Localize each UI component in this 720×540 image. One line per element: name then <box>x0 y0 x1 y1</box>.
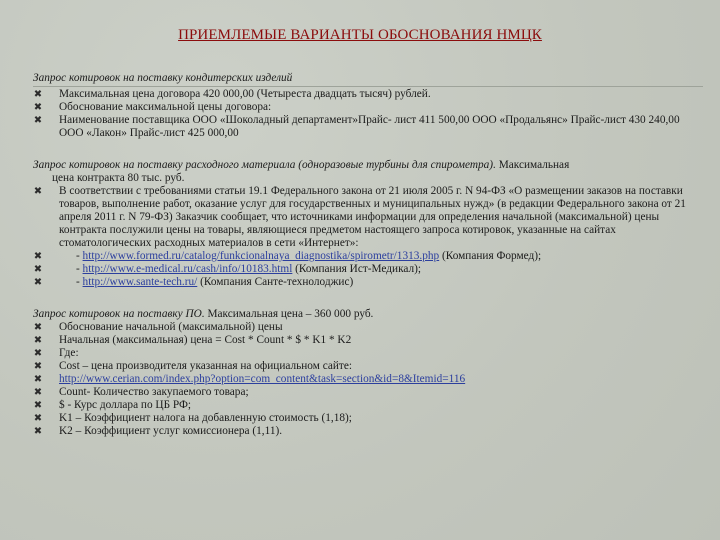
list-item: ✖ K2 – Коэффициент услуг комиссионера (1,11). <box>33 425 283 437</box>
x-bullet-icon: ✖ <box>33 400 43 411</box>
list-item: ✖ Где: <box>33 347 79 359</box>
x-bullet-icon: ✖ <box>33 361 43 372</box>
x-bullet-icon: ✖ <box>33 115 43 126</box>
x-bullet-icon: ✖ <box>33 387 43 398</box>
section-software <box>33 308 703 438</box>
list-item: ✖ Обоснование начальной (максимальной) цены <box>33 321 283 333</box>
list-item: ✖ $ - Курс доллара по ЦБ РФ; <box>33 399 192 411</box>
x-bullet-icon: ✖ <box>33 348 43 359</box>
x-bullet-icon: ✖ <box>33 251 43 262</box>
list-item: ✖ - http://www.e-medical.ru/cash/info/10183.html (Компания Ист-Медикал); <box>33 263 422 275</box>
x-bullet-icon: ✖ <box>33 89 43 100</box>
section-heading-line2: цена контракта 80 тыс. руб. <box>52 172 185 184</box>
list-item <box>33 373 703 386</box>
x-bullet-icon: ✖ <box>33 102 43 113</box>
separator-line <box>33 86 703 87</box>
list-item: ✖ Обоснование максимальной цены договора: <box>33 101 272 113</box>
x-bullet-icon: ✖ <box>33 374 43 385</box>
list-item: ✖ Максимальная цена договора 420 000,00 (Четыреста двадцать тысяч) рублей. <box>33 88 431 100</box>
x-bullet-icon: ✖ <box>33 413 43 424</box>
list-item: ✖ Наименование поставщика ООО «Шоколадный департамент»Прайс- лист 411 500,00 ООО «Продальянс» Прайс-лист 430 240,00 ООО «Лакон» Прайс-лист 425 000,00 <box>33 114 680 139</box>
section-heading: Запрос котировок на поставку расходного материала (одноразовые турбины для спирометра). Максимальная <box>33 159 570 171</box>
source-link-formed[interactable]: http://www.formed.ru/catalog/funkcionalnaya_diagnostika/spirometr/1313.php <box>82 250 440 262</box>
list-item: ✖ - http://www.sante-tech.ru/ (Компания Санте-технолоджис) <box>33 276 354 288</box>
page-title: ПРИЕМЛЕМЫЕ ВАРИАНТЫ ОБОСНОВАНИЯ НМЦК <box>178 27 542 43</box>
x-bullet-icon: ✖ <box>33 264 43 275</box>
section-confectionery <box>33 72 703 140</box>
source-link-santetech[interactable]: http://www.sante-tech.ru/ <box>82 276 198 288</box>
x-bullet-icon: ✖ <box>33 335 43 346</box>
source-link-emedical[interactable]: http://www.e-medical.ru/cash/info/10183.html <box>82 263 293 275</box>
list-item: ✖ Count- Количество закупаемого товара; <box>33 386 249 398</box>
source-link-cerian[interactable]: http://www.cerian.com/index.php?option=com_content&task=section&id=8&Itemid=116 <box>59 373 466 385</box>
list-item: ✖ В соответствии с требованиями статьи 19.1 Федерального закона от 21 июля 2005 г. N 94-ФЗ «О размещении заказов на поставки товаров, выполнение работ, оказание услуг для государственных и муниципальных нужд» (в редакции Федерального закона от 21 апреля 2011 г. N 79-ФЗ) Заказчик сообщает, что источниками информации для определения начальной (максимальной) цены контракта послужили цены на товары, являющиеся предметом настоящего запроса котировок, указанные на сайтах стоматологических расходных материалов в сети «Интернет»: <box>33 185 686 249</box>
x-bullet-icon: ✖ <box>33 277 43 288</box>
document-body <box>33 72 703 448</box>
list-item: ✖ Начальная (максимальная) цена = Cost * Count * $ * K1 * K2 <box>33 334 352 346</box>
list-item: ✖ - http://www.formed.ru/catalog/funkcionalnaya_diagnostika/spirometr/1313.php (Компания Формед); <box>33 250 542 262</box>
section-consumables <box>33 159 703 289</box>
x-bullet-icon: ✖ <box>33 426 43 437</box>
list-item: ✖ Cost – цена производителя указанная на официальном сайте: <box>33 360 353 372</box>
section-heading: Запрос котировок на поставку ПО. Максимальная цена – 360 000 руб. <box>33 308 374 320</box>
x-bullet-icon: ✖ <box>33 322 43 333</box>
x-bullet-icon: ✖ <box>33 186 43 197</box>
section-heading: Запрос котировок на поставку кондитерских изделий <box>33 72 293 84</box>
list-item: ✖ K1 – Коэффициент налога на добавленную стоимость (1,18); <box>33 412 352 424</box>
